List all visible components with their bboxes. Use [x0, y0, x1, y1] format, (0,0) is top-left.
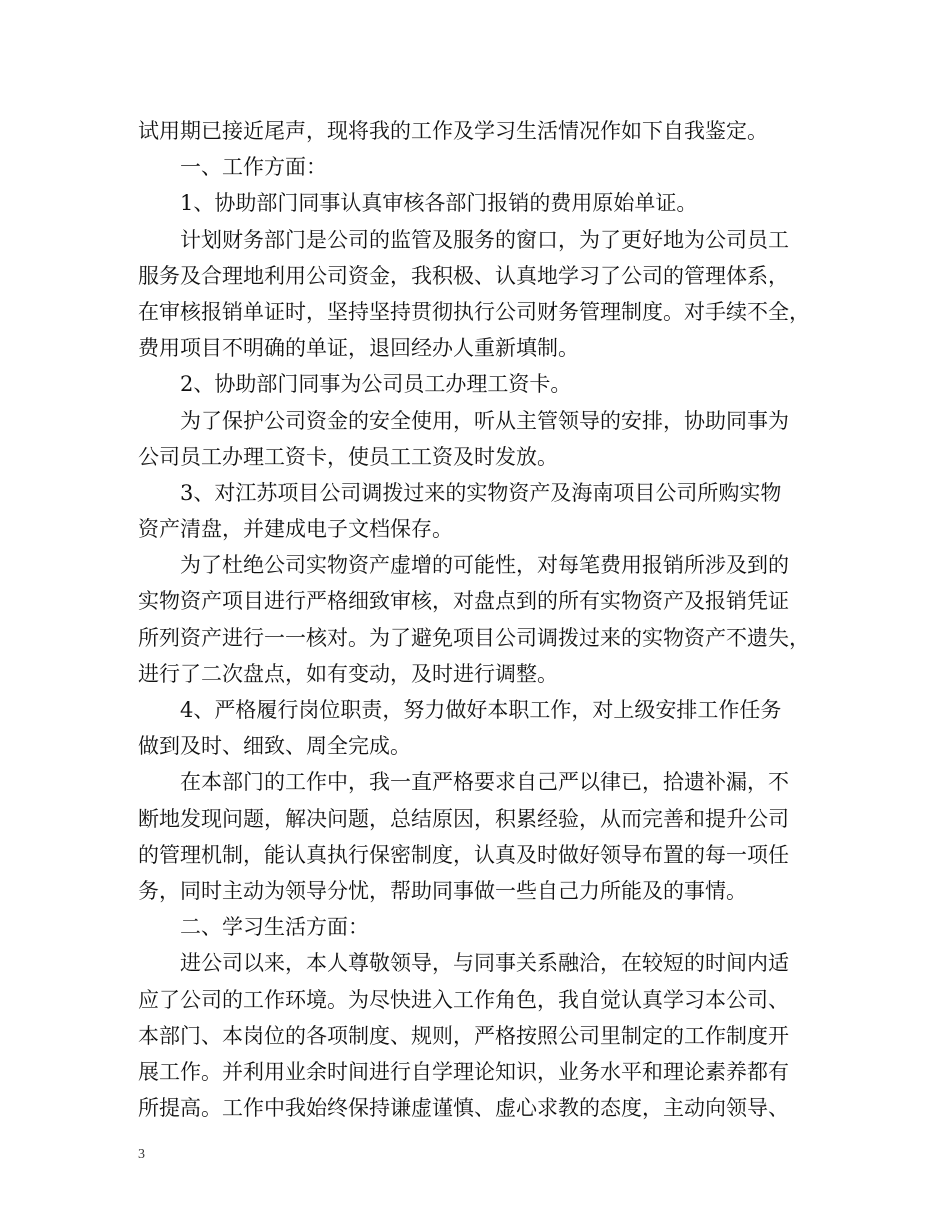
text-line: 应了公司的工作环境。为尽快进入工作角色，我自觉认真学习本公司、 — [138, 987, 789, 1012]
text-line: 试用期已接近尾声，现将我的工作及学习生活情况作如下自我鉴定。 — [138, 119, 768, 143]
text-line: 2、协助部门同事为公司员工办理工资卡。 — [180, 372, 572, 397]
text-line: 公司员工办理工资卡，使员工工资及时发放。 — [138, 444, 558, 469]
text-line: 实物资产项目进行严格细致审核，对盘点到的所有实物资产及报销凭证 — [138, 589, 789, 614]
text-line: 为了杜绝公司实物资产虚增的可能性，对每笔费用报销所涉及到的 — [180, 553, 789, 578]
text-line: 进行了二次盘点，如有变动，及时进行调整。 — [138, 661, 558, 686]
text-line: 1、协助部门同事认真审核各部门报销的费用原始单证。 — [180, 191, 698, 216]
text-line: 做到及时、细致、周全完成。 — [138, 734, 411, 759]
text-line: 展工作。并利用业余时间进行自学理论知识，业务水平和理论素养都有 — [138, 1059, 789, 1084]
text-line: 二、学习生活方面： — [180, 915, 369, 940]
text-line: 为了保护公司资金的安全使用，听从主管领导的安排，协助同事为 — [180, 408, 789, 433]
document-body — [138, 113, 824, 1126]
text-line: 4、严格履行岗位职责，努力做好本职工作，对上级安排工作任务 — [180, 698, 782, 722]
text-line: 一、工作方面： — [180, 155, 327, 180]
text-line: 的管理机制，能认真执行保密制度，认真及时做好领导布置的每一项任 — [138, 842, 789, 867]
text-line: 在本部门的工作中，我一直严格要求自己严以律已，拾遗补漏，不 — [180, 770, 789, 795]
text-line: 3、对江苏项目公司调拨过来的实物资产及海南项目公司所购实物 — [180, 480, 782, 505]
text-line: 费用项目不明确的单证，退回经办人重新填制。 — [138, 336, 579, 361]
text-line: 计划财务部门是公司的监管及服务的窗口，为了更好地为公司员工 — [180, 227, 789, 252]
text-line: 所提高。工作中我始终保持谦虚谨慎、虚心求教的态度，主动向领导、 — [138, 1096, 789, 1121]
text-line: 在审核报销单证时，坚持坚持贯彻执行公司财务管理制度。对手续不全， — [138, 299, 810, 324]
text-line: 断地发现问题，解决问题，总结原因，积累经验，从而完善和提升公司 — [138, 806, 789, 831]
text-line: 资产清盘，并建成电子文档保存。 — [138, 517, 453, 542]
text-line: 所列资产进行一一核对。为了避免项目公司调拨过来的实物资产不遗失， — [138, 625, 810, 650]
text-line: 服务及合理地利用公司资金，我积极、认真地学习了公司的管理体系， — [138, 263, 789, 288]
text-line: 进公司以来，本人尊敬领导，与同事关系融洽，在较短的时间内适 — [180, 951, 789, 976]
page-number: 3 — [138, 1147, 145, 1162]
text-line: 本部门、本岗位的各项制度、规则，严格按照公司里制定的工作制度开 — [138, 1023, 789, 1048]
text-line: 务，同时主动为领导分忧，帮助同事做一些自己力所能及的事情。 — [138, 878, 747, 903]
